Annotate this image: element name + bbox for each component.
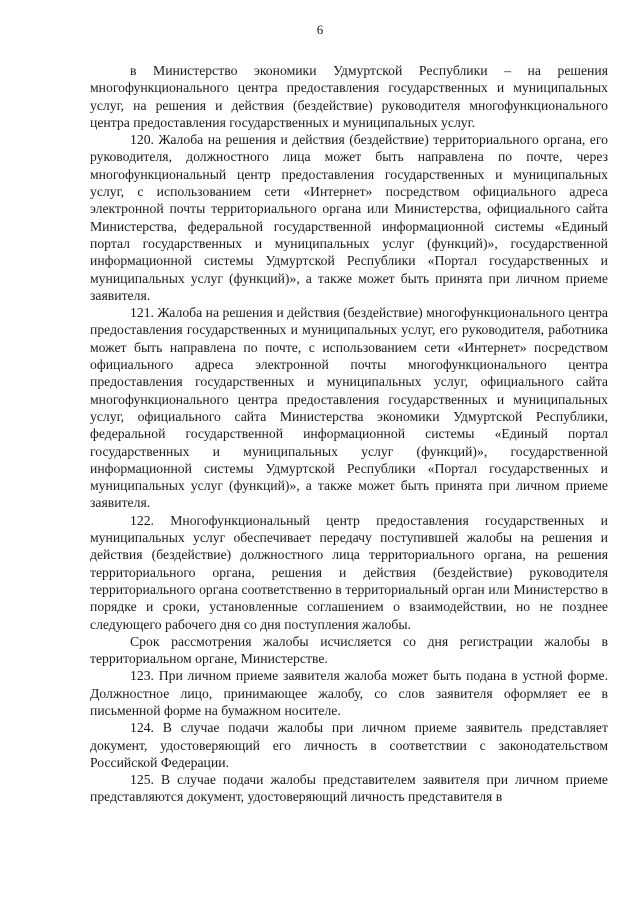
paragraph-125: 125. В случае подачи жалобы представителем заявителя при личном приеме представляются документ, удостоверяющий личность представителя в [90, 772, 608, 805]
paragraph-122: 122. Многофункциональный центр предоставления государственных и муниципальных услуг обеспечивает передачу поступившей жалобы на решения и действия (бездействие) должностного лица территориального органа, на решения территориального органа, решения и действия (бездействие) руководителя территориального органа соответственно в территориальный орган или Министерство в порядке и сроки, установленные соглашением о взаимодействии, но не позднее следующего рабочего дня со дня поступления жалобы. [90, 512, 608, 632]
paragraph-123: 123. При личном приеме заявителя жалоба может быть подана в устной форме. Должностное лицо, принимающее жалобу, со слов заявителя оформляет ее в письменной форме на бумажном носителе. [90, 668, 608, 718]
paragraph-124: 124. В случае подачи жалобы при личном приеме заявитель представляет документ, удостоверяющий его личность в соответствии с законодательством Российской Федерации. [90, 720, 608, 770]
paragraph-continuation: в Министерство экономики Удмуртской Республики – на решения многофункционального центра предоставления государственных и муниципальных услуг, на решения и действия (бездействие) руководителя многофункционального центра предоставления государственных и муниципальных услуг. [90, 63, 608, 130]
paragraph-121: 121. Жалоба на решения и действия (бездействие) многофункционального центра предоставления государственных и муниципальных услуг, его руководителя, работника может быть направлена по почте, с использованием сети «Интернет» посредством официального адреса электронной почты многофункционального центра предоставления государственных и муниципальных услуг, официального сайта многофункционального центра предоставления государственных и муниципальных услуг, официального сайта Министерства экономики Удмуртской Республики, федеральной государственной информационной системы «Единый портал государственных и муниципальных услуг (функций)», государственной информационной системы Удмуртской Республики «Портал государственных и муниципальных услуг (функций)», а также может быть принята при личном приеме заявителя. [90, 305, 608, 511]
paragraph-review-term: Срок рассмотрения жалобы исчисляется со дня регистрации жалобы в территориальном органе, Министерстве. [90, 633, 608, 667]
paragraph-120: 120. Жалоба на решения и действия (бездействие) территориального органа, его руководителя, должностного лица может быть направлена по почте, через многофункциональный центр предоставления государственных и муниципальных услуг, с использованием сети «Интернет» посредством официального адреса электронной почты территориального органа или Министерства, официального сайта Министерства, федеральной государственной информационной системы «Единый портал государственных и муниципальных услуг (функций)», государственной информационной системы Удмуртской Республики «Портал государственных и муниципальных услуг (функций)», а также может быть принята при личном приеме заявителя. [90, 132, 608, 303]
page-number: 6 [316, 22, 324, 37]
document-body [90, 62, 608, 806]
